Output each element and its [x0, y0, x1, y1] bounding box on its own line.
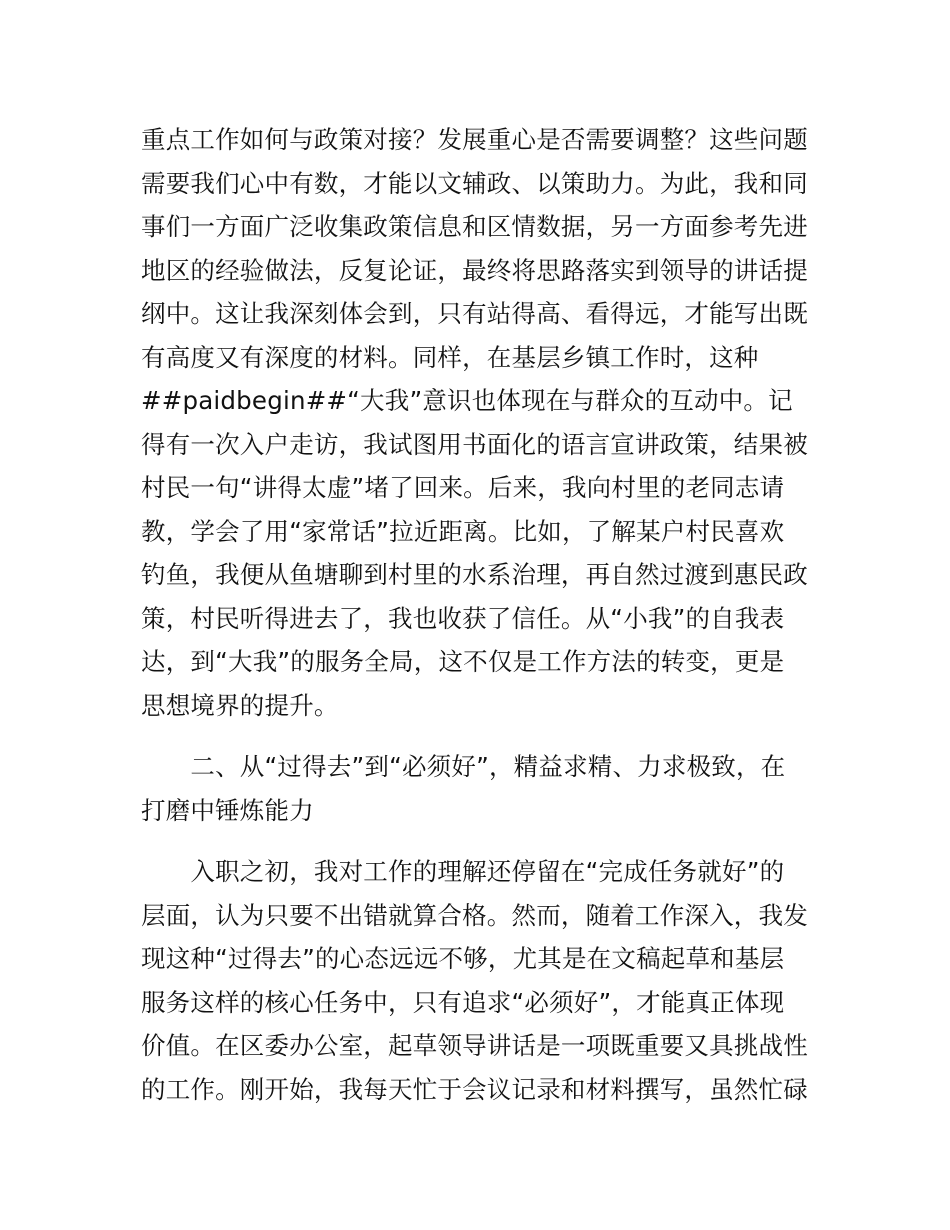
- text-line: 思想境界的提升。: [141, 690, 339, 720]
- text-line: 层面，认为只要不出错就算合格。然而，随着工作深入，我发: [141, 900, 808, 930]
- text-line: 教，学会了用“家常话”拉近距离。比如，了解某户村民喜欢: [141, 516, 785, 546]
- text-line: 纲中。这让我深刻体会到，只有站得高、看得远，才能写出既: [141, 299, 808, 328]
- document-body: [141, 118, 821, 1111]
- text-line: 钓鱼，我便从鱼塘聊到村里的水系治理，再自然过渡到惠民政: [141, 560, 808, 589]
- paragraph-1: [141, 118, 821, 727]
- text-line: 重点工作如何与政策对接？发展重心是否需要调整？这些问题: [141, 125, 808, 154]
- text-line: 入职之初，我对工作的理解还停留在“完成任务就好”的: [141, 857, 785, 886]
- text-line: 服务这样的核心任务中，只有追求“必须好”，才能真正体现: [141, 987, 785, 1017]
- text-line: 现这种“过得去”的心态远远不够，尤其是在文稿起草和基层: [141, 944, 785, 973]
- paragraph-3: [141, 850, 821, 1111]
- text-line: 的工作。刚开始，我每天忙于会议记录和材料撰写，虽然忙碌: [141, 1074, 808, 1104]
- text-line: 有高度又有深度的材料。同样，在基层乡镇工作时，这种: [141, 342, 759, 372]
- section-heading-2: [141, 745, 821, 832]
- paragraph-spacer: [141, 727, 821, 745]
- text-line: 价值。在区委办公室，起草领导讲话是一项既重要又具挑战性: [141, 1031, 808, 1060]
- text-line: ##paidbegin##“大我”意识也体现在与群众的互动中。记: [141, 386, 793, 415]
- text-line: 村民一句“讲得太虚”堵了回来。后来，我向村里的老同志请: [141, 473, 785, 502]
- paragraph-spacer: [141, 832, 821, 850]
- text-line: 达，到“大我”的服务全局，这不仅是工作方法的转变，更是: [141, 647, 785, 676]
- text-line: 策，村民听得进去了，我也收获了信任。从“小我”的自我表: [141, 603, 785, 633]
- heading-line: 打磨中锤炼能力: [141, 795, 314, 825]
- text-line: 得有一次入户走访，我试图用书面化的语言宣讲政策，结果被: [141, 429, 808, 459]
- text-line: 需要我们心中有数，才能以文辅政、以策助力。为此，我和同: [141, 168, 808, 198]
- text-line: 事们一方面广泛收集政策信息和区情数据，另一方面参考先进: [141, 212, 808, 241]
- heading-line: 二、从“过得去”到“必须好”，精益求精、力求极致，在: [141, 752, 786, 781]
- text-line: 地区的经验做法，反复论证，最终将思路落实到领导的讲话提: [141, 255, 808, 285]
